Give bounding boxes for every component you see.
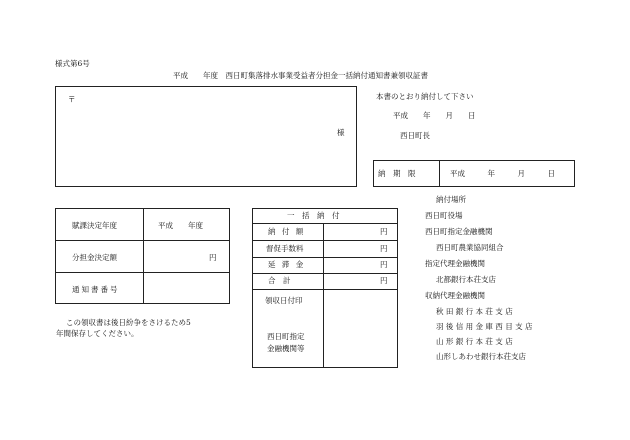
assessment-year-value: 平成 年度 xyxy=(158,221,203,230)
payment-column-divider xyxy=(323,223,324,368)
late-fee-label: 延 滞 金 xyxy=(268,260,306,269)
honorific: 様 xyxy=(337,128,345,137)
total-label: 合 計 xyxy=(268,276,291,285)
total-unit: 円 xyxy=(380,276,388,285)
notice-date: 平成 年 月 日 xyxy=(393,111,476,120)
assessment-amount-unit: 円 xyxy=(209,253,217,262)
footnote-line1: この領収書は後日紛争をさけるため5 xyxy=(66,318,191,327)
stamp-sub-line1: 西日町指定 xyxy=(267,332,305,341)
due-date-label: 納 期 限 xyxy=(378,169,416,178)
due-date-divider xyxy=(439,160,440,187)
payment-place-item: 西日町役場 xyxy=(425,211,463,220)
payment-place-item: 山 形 銀 行 本 荘 支 店 xyxy=(436,337,513,346)
notice-text: 本書のとおり納付して下さい xyxy=(376,92,474,101)
late-fee-unit: 円 xyxy=(380,260,388,269)
payment-row-divider-3 xyxy=(252,273,398,274)
payment-place-item: 羽 後 信 用 金 庫 西 目 支 店 xyxy=(436,322,533,331)
payment-place-item: 山形しあわせ銀行本荘支店 xyxy=(436,352,526,361)
payment-place-item: 秋 田 銀 行 本 荘 支 店 xyxy=(436,307,513,316)
footnote-line2: 年間保存してください。 xyxy=(56,329,139,338)
payment-amount-unit: 円 xyxy=(380,227,388,236)
page-title: 平成 年度 西日町集落排水事業受益者分担金一括納付通知書兼領収証書 xyxy=(173,71,428,80)
form-number: 様式第6号 xyxy=(55,59,90,68)
notice-number-label: 通知書番号 xyxy=(72,285,120,294)
payment-header: 一 括 納 付 xyxy=(287,211,340,220)
payment-row-divider-4 xyxy=(252,289,398,290)
payment-place-item: 収納代理金融機関 xyxy=(425,291,485,300)
reminder-fee-unit: 円 xyxy=(380,244,388,253)
payment-place-item: 指定代理金融機関 xyxy=(425,259,485,268)
assessment-amount-label: 分担金決定額 xyxy=(72,253,117,262)
assessment-row-divider-2 xyxy=(55,272,230,273)
assessment-row-divider-1 xyxy=(55,240,230,241)
payment-header-divider xyxy=(252,223,398,224)
payment-place-item: 北都銀行本荘支店 xyxy=(436,275,496,284)
payment-amount-label: 納 付 額 xyxy=(268,227,306,236)
payment-place-item: 西日町農業協同組合 xyxy=(436,243,504,252)
receipt-stamp-label: 領収日付印 xyxy=(265,296,303,305)
stamp-sub-line2: 金融機関等 xyxy=(267,344,305,353)
address-box xyxy=(55,86,357,187)
assessment-table-divider xyxy=(143,208,144,304)
reminder-fee-label: 督促手数料 xyxy=(266,244,304,253)
issuer: 西日町長 xyxy=(400,131,430,140)
payment-places-heading: 納付場所 xyxy=(436,195,466,204)
payment-row-divider-2 xyxy=(252,257,398,258)
postal-mark: 〒 xyxy=(68,95,76,104)
payment-row-divider-1 xyxy=(252,240,398,241)
payment-place-item: 西日町指定金融機関 xyxy=(425,227,493,236)
assessment-year-label: 賦課決定年度 xyxy=(72,221,117,230)
due-date-value: 平成 年 月 日 xyxy=(450,169,555,178)
